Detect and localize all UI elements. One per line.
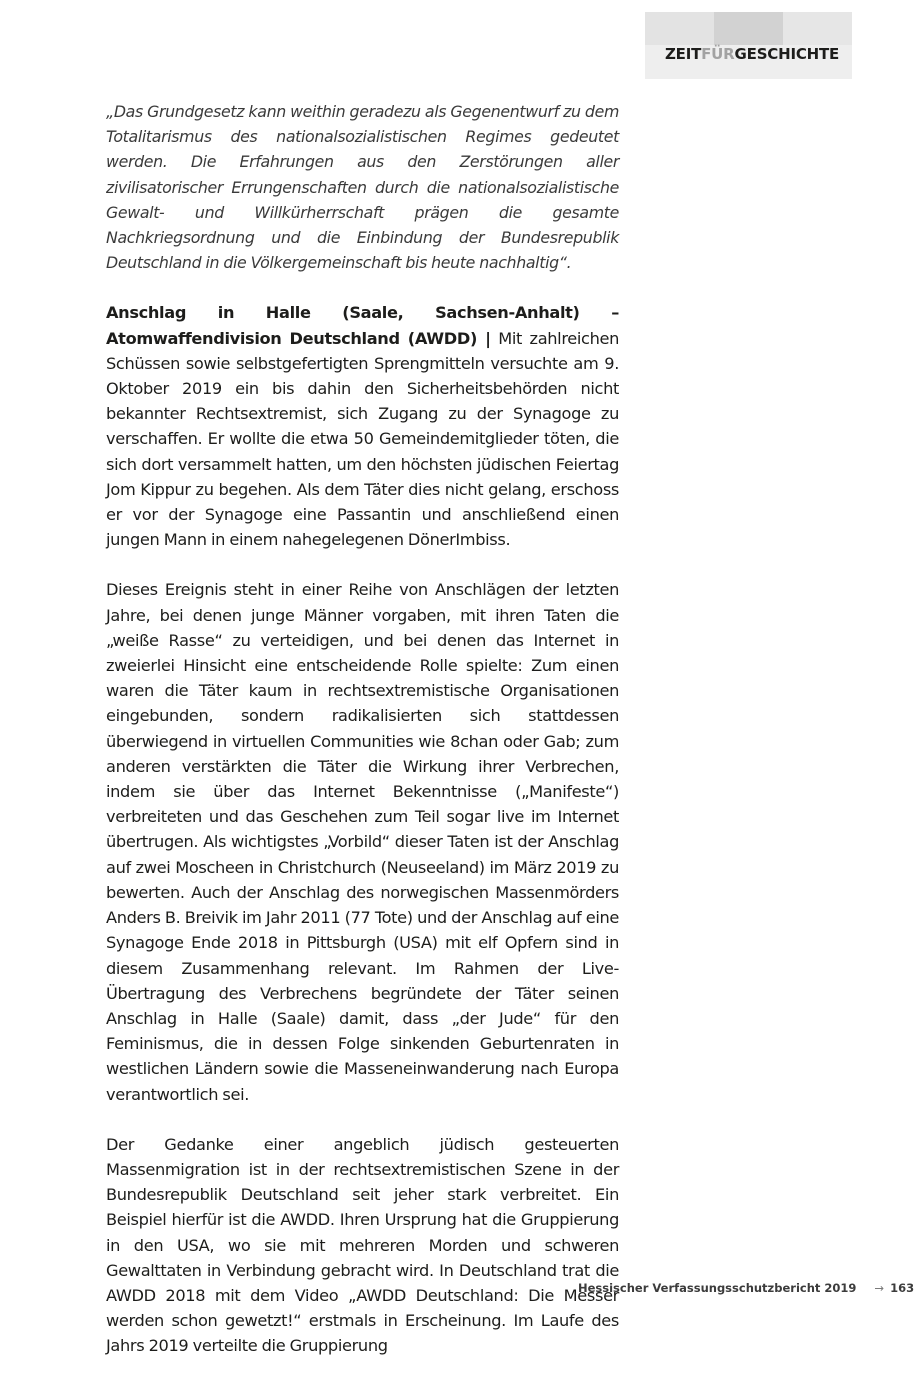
section-header bbox=[645, 12, 852, 79]
section-title-accent: FÜR bbox=[701, 45, 735, 63]
main-text bbox=[106, 99, 619, 1384]
section-heading: Anschlag in Halle (Saale, Sachsen-Anhalt) – Atomwaffendivision Deutschland (AWDD) | bbox=[106, 303, 619, 348]
halle-paragraph bbox=[106, 300, 619, 552]
publication-title: Hessischer Verfassungsschutzbericht 2019 bbox=[578, 1281, 857, 1295]
section-title bbox=[665, 45, 839, 63]
page-footer bbox=[578, 1281, 914, 1295]
arrow-right-icon: → bbox=[874, 1281, 885, 1295]
context-paragraph: Dieses Ereignis steht in einer Reihe von Anschlägen der letzten Jahre, bei denen junge Männer vorgaben, mit ihren Taten die „weiße Rasse“ zu verteidigen, und bei denen das Internet in zweierlei Hinsicht eine entscheidende Rolle spielte: Zum einen waren die Täter kaum in rechtsextremistische Organisationen eingebunden, sondern radikalisierten sich stattdessen überwiegend in virtuellen Communities wie 8chan oder Gab; zum anderen verstärkten die Täter die Wirkung ihrer Verbrechen, indem sie über das Internet Bekenntnisse („Manifeste“) verbreiteten und das Geschehen zum Teil sogar live im Internet übertrugen. Als wichtigstes „Vorbild“ dieser Taten ist der Anschlag auf zwei Moscheen in Christchurch (Neuseeland) im März 2019 zu bewerten. Auch der Anschlag des norwegischen Massenmörders Anders B. Breivik im Jahr 2011 (77 Tote) und der Anschlag auf eine Synagoge Ende 2018 in Pittsburgh (USA) mit elf Opfern sind in diesem Zusammenhang relevant. Im Rahmen der Live-Übertragung des Verbrechens begründete der Täter seinen Anschlag in Halle (Saale) damit, dass „der Jude“ für den Feminismus, die in dessen Folge sinkenden Geburtenraten in westlichen Ländern sowie die Masseneinwanderung nach Europa verantwortlich sei. bbox=[106, 580, 619, 1104]
quote-paragraph: „Das Grundgesetz kann weithin geradezu als Gegenentwurf zu dem Totalitarismus des nationalsozialistischen Regimes gedeutet werden. Die Erfahrungen aus den Zerstörungen aller zivilisatorischer Errungenschaften durch die nationalsozialistische Gewalt- und Willkürherrschaft prägen die gesamte Nachkriegsordnung und die Einbindung der Bundesrepublik Deutschland in die Völkergemeinschaft bis heute nachhaltig“. bbox=[106, 102, 619, 273]
header-shade-block bbox=[783, 12, 852, 45]
header-shade-block bbox=[645, 12, 714, 45]
section-title-part: ZEIT bbox=[665, 45, 702, 63]
header-shade-block bbox=[714, 12, 783, 45]
section-title-part: GESCHICHTE bbox=[734, 45, 840, 63]
page-number: 163 bbox=[890, 1281, 914, 1295]
awdd-paragraph: Der Gedanke einer angeblich jüdisch gesteuerten Massenmigration ist in der rechtsextremistischen Szene in der Bundesrepublik Deutschland seit jeher stark verbreitet. Ein Beispiel hierfür ist die AWDD. Ihren Ursprung hat die Gruppierung in den USA, wo sie mit mehreren Morden und schweren Gewalttaten in Verbindung gebracht wird. In Deutschland trat die AWDD 2018 mit dem Video „AWDD Deutschland: Die Messer werden schon gewetzt!“ erstmals in Erscheinung. Im Laufe des Jahrs 2019 verteilte die Gruppierung bbox=[106, 1134, 619, 1356]
section-text: Mit zahlreichen Schüssen sowie selbstgefertigten Sprengmitteln versuchte am 9. Oktober 2019 ein bis dahin den Sicherheitsbehörden nicht bekannter Rechtsextremist, sich Zugang zu der Synagoge zu verschaffen. Er wollte die etwa 50 Gemeindemitglieder töten, die sich dort versammelt hatten, um den höchsten jüdischen Feiertag Jom Kippur zu begehen. Als dem Täter dies nicht gelang, erschoss er vor der Synagoge eine Passantin und anschließend einen jungen Mann in einem nahegelegenen DönerImbiss. bbox=[106, 328, 620, 550]
